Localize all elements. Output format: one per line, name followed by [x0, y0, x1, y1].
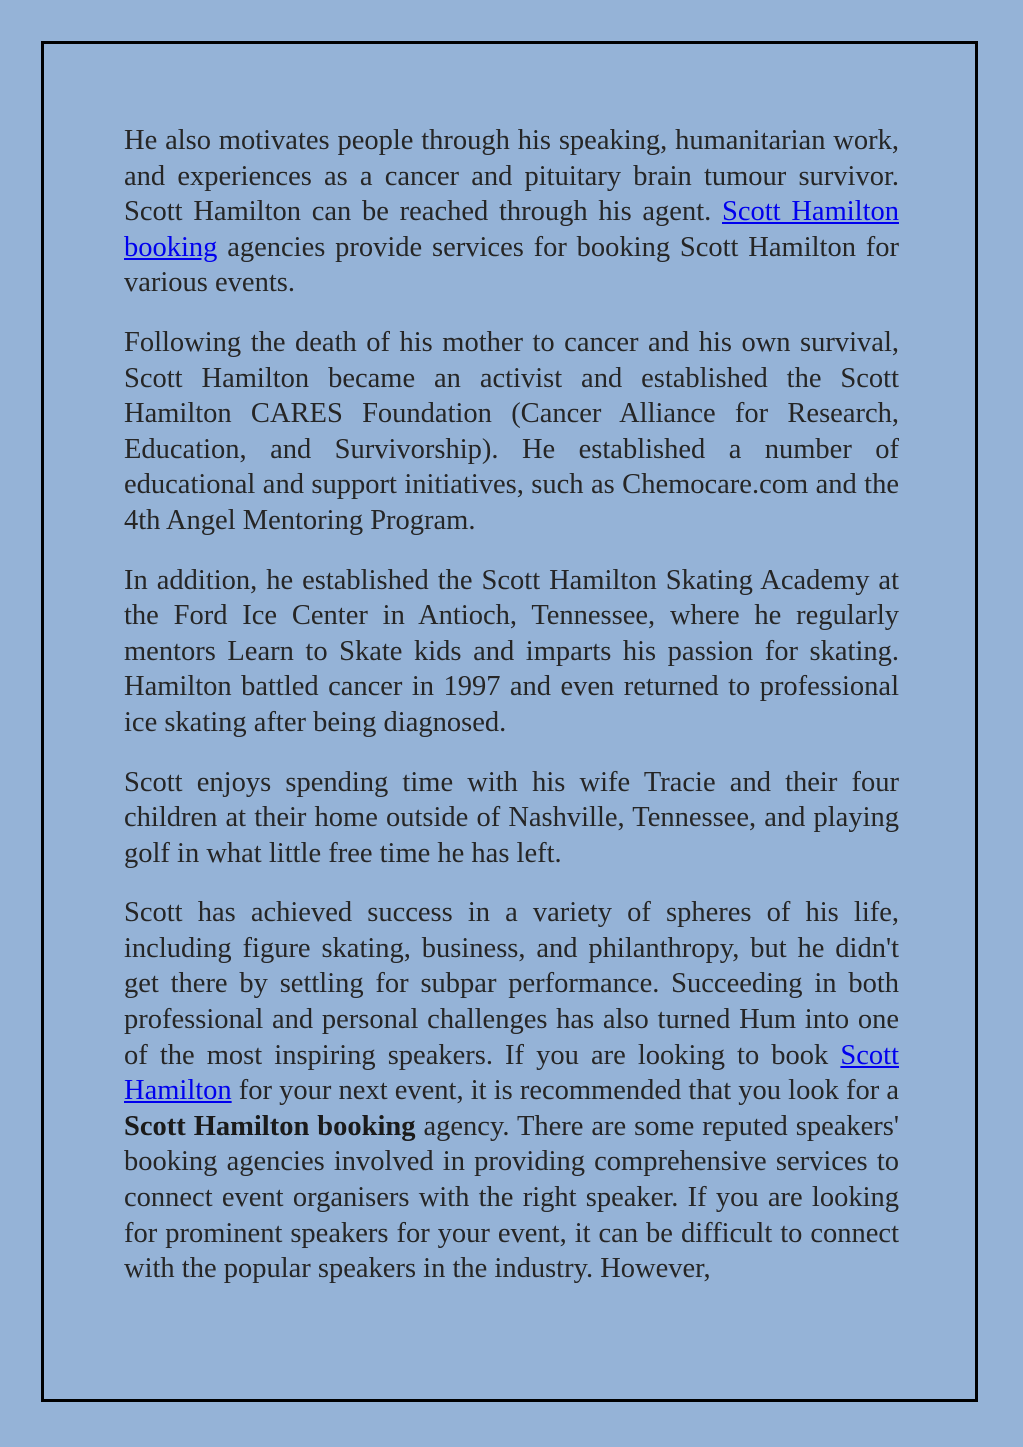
scott-hamilton-link[interactable]: Scott Hamilton: [124, 1039, 899, 1107]
paragraph-5: [124, 895, 899, 1287]
paragraph-5-text-end: agency. There are some reputed speakers' booking agencies involved in providing comprehensive services to connect event organisers with the right speaker. If you are looking for prominent speakers for your event, it can be difficult to connect with the popular speakers in the industry. However,: [124, 1110, 899, 1285]
paragraph-4: Scott enjoys spending time with his wife Tracie and their four children at their home outside of Nashville, Tennessee, and playing golf in what little free time he has left.: [124, 766, 899, 869]
paragraph-1: [124, 123, 899, 301]
paragraph-1-text-end: agencies provide services for booking Scott Hamilton for various events.: [124, 231, 899, 299]
paragraph-5-text-start: Scott has achieved success in a variety of spheres of his life, including figure skating, business, and philanthropy, but he didn't get there by settling for subpar performance. Succeeding in both professional and personal challenges has also turned Hum into one of the most inspiring speakers. If you are looking to book: [124, 897, 899, 1071]
paragraph-1-text-start: He also motivates people through his speaking, humanitarian work, and experiences as a cancer and pituitary brain tumour survivor. Scott Hamilton can be reached through his agent.: [124, 125, 899, 228]
booking-agency-bold-text: Scott Hamilton booking: [124, 1110, 416, 1142]
paragraph-2: Following the death of his mother to cancer and his own survival, Scott Hamilton became an activist and established the Scott Hamilton CARES Foundation (Cancer Alliance for Research, Education, and Survivorship). He established a number of educational and support initiatives, such as Chemocare.com and the 4th Angel Mentoring Program.: [124, 326, 899, 536]
paragraph-5-text-middle: for your next event, it is recommended that you look for a: [231, 1075, 899, 1107]
scott-hamilton-booking-link[interactable]: Scott Hamilton booking: [124, 196, 899, 263]
document-body: [124, 123, 899, 1311]
paragraph-3: In addition, he established the Scott Hamilton Skating Academy at the Ford Ice Center in Antioch, Tennessee, where he regularly mentors Learn to Skate kids and imparts his passion for skating. Hamilton battled cancer in 1997 and even returned to professional ice skating after being diagnosed.: [124, 564, 899, 738]
